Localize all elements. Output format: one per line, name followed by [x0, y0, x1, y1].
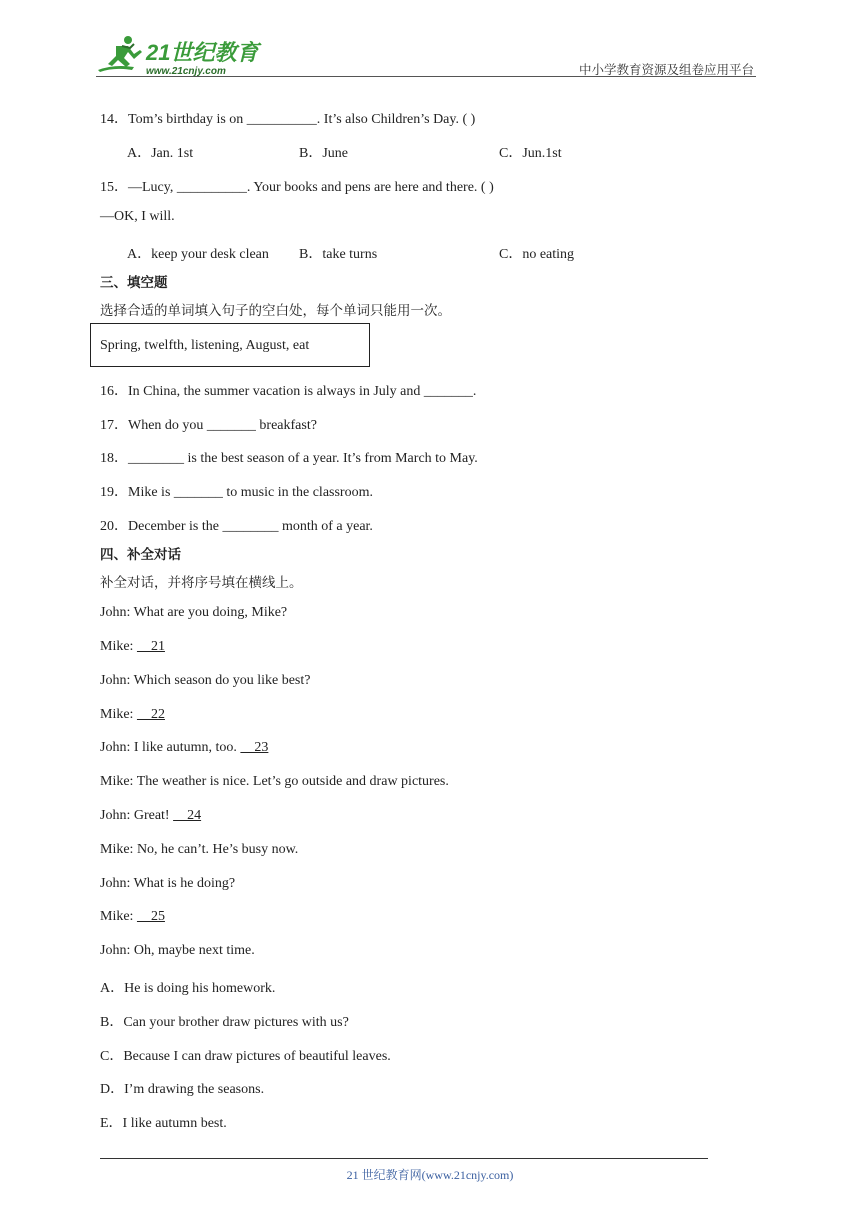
- answer-blank-25: 25: [136, 909, 165, 924]
- section-3-instruction: 选择合适的单词填入句子的空白处，每个单词只能用一次。: [100, 303, 451, 319]
- question-19: 19．Mike is _______ to music in the classroom.: [100, 485, 373, 500]
- dialogue-line: Mike: 25: [100, 909, 165, 924]
- choice-b: B．Can your brother draw pictures with us?: [100, 1015, 349, 1030]
- question-15: 15．—Lucy, __________. Your books and pens are here and there. ( ): [100, 180, 494, 195]
- q15-option-a: A．keep your desk clean: [127, 247, 269, 262]
- section-4-instruction: 补全对话，并将序号填在横线上。: [100, 575, 303, 591]
- section-4-title: 四、补全对话: [100, 547, 181, 563]
- logo-text: 21世纪教育: [146, 40, 259, 65]
- dialogue-line: John: Oh, maybe next time.: [100, 943, 255, 958]
- runner-logo-icon: [94, 34, 264, 78]
- q14-option-c: C．Jun.1st: [499, 146, 562, 161]
- dialogue-line: Mike: 21: [100, 639, 165, 654]
- answer-blank-22: 22: [136, 707, 165, 722]
- answer-blank-24: 24: [173, 808, 202, 823]
- logo-url: www.21cnjy.com: [146, 66, 226, 77]
- header-divider: [96, 76, 756, 77]
- choice-e: E．I like autumn best.: [100, 1116, 227, 1131]
- answer-blank-23: 23: [240, 740, 269, 755]
- choice-d: D．I’m drawing the seasons.: [100, 1082, 265, 1097]
- dialogue-line: John: What are you doing, Mike?: [100, 605, 288, 620]
- dialogue-line: Mike: 22: [100, 707, 165, 722]
- site-logo: [94, 34, 264, 78]
- answer-blank-21: 21: [136, 639, 165, 654]
- q14-option-a: A．Jan. 1st: [127, 146, 194, 161]
- q15-option-c: C．no eating: [499, 247, 575, 262]
- section-3-title: 三、填空题: [100, 275, 168, 291]
- q15-reply: —OK, I will.: [100, 209, 175, 224]
- dialogue-line: John: What is he doing?: [100, 876, 236, 891]
- dialogue-line: Mike: The weather is nice. Let’s go outside and draw pictures.: [100, 774, 449, 789]
- dialogue-line: John: Which season do you like best?: [100, 673, 311, 688]
- dialogue-line: John: Great! 24: [100, 808, 202, 823]
- q15-option-b: B．take turns: [299, 247, 378, 262]
- dialogue-line: John: I like autumn, too. 23: [100, 740, 269, 755]
- question-14: 14．Tom’s birthday is on __________. It’s also Children’s Day. ( ): [100, 112, 476, 127]
- word-bank: Spring, twelfth, listening, August, eat: [100, 338, 310, 353]
- q14-option-b: B．June: [299, 146, 348, 161]
- site-tagline: 中小学教育资源及组卷应用平台: [578, 62, 754, 77]
- word-bank-box: [90, 323, 370, 367]
- choice-c: C．Because I can draw pictures of beautiful leaves.: [100, 1049, 391, 1064]
- question-18: 18．________ is the best season of a year. It’s from March to May.: [100, 451, 478, 466]
- question-20: 20．December is the ________ month of a year.: [100, 519, 373, 534]
- choice-a: A．He is doing his homework.: [100, 981, 276, 996]
- dialogue-line: Mike: No, he can’t. He’s busy now.: [100, 842, 299, 857]
- footer-divider: [100, 1158, 708, 1159]
- question-17: 17．When do you _______ breakfast?: [100, 418, 317, 433]
- question-16: 16．In China, the summer vacation is always in July and _______.: [100, 384, 477, 399]
- footer-link[interactable]: 21 世纪教育网(www.21cnjy.com): [346, 1168, 514, 1182]
